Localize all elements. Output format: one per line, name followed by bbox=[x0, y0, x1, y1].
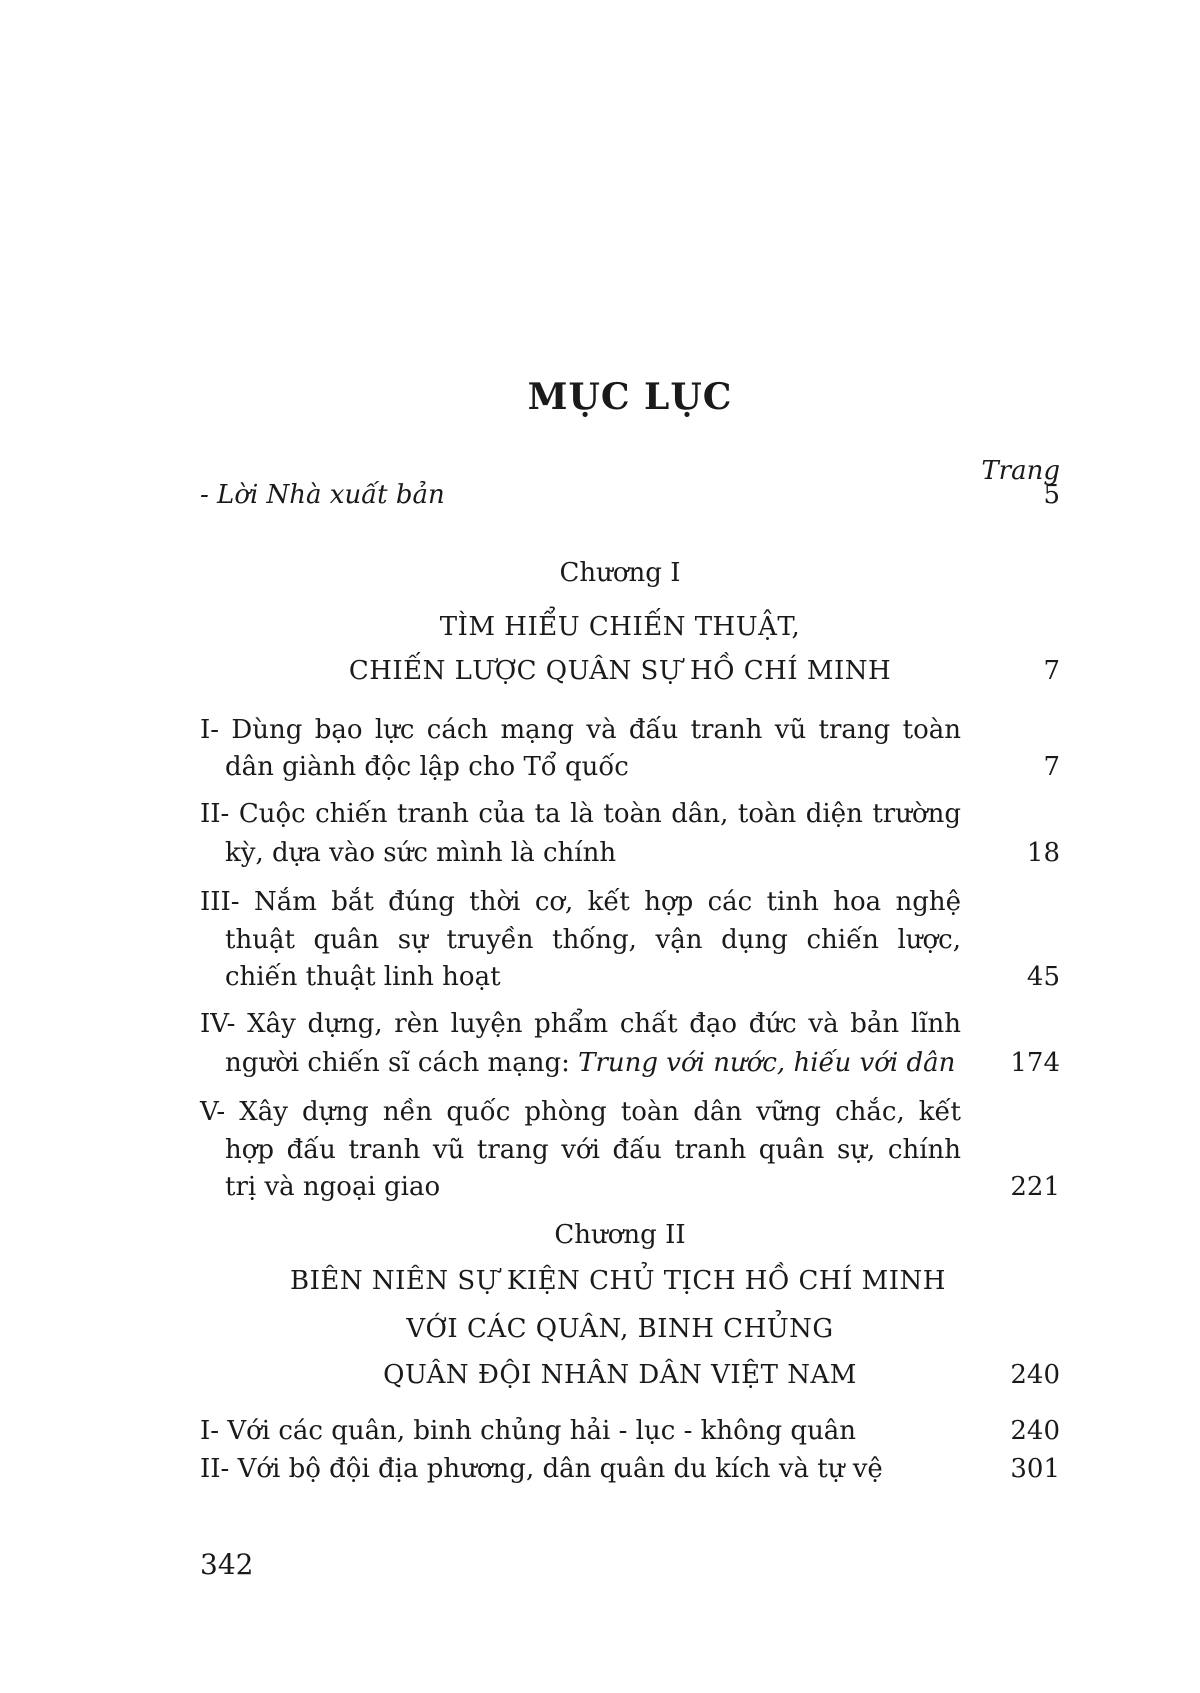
toc-entry-italic: Trung với nước, hiếu với dân bbox=[578, 1048, 956, 1078]
toc-entry-line: dân giành độc lập cho Tổ quốc bbox=[225, 752, 629, 782]
toc-entry-preface: - Lời Nhà xuất bản bbox=[200, 480, 445, 510]
chapter-title-line: BIÊN NIÊN SỰ KIỆN CHỦ TỊCH HỒ CHÍ MINH bbox=[290, 1266, 946, 1296]
toc-entry-line: IV- Xây dựng, rèn luyện phẩm chất đạo đức và bản lĩnh bbox=[200, 1009, 961, 1039]
toc-entry-line bbox=[225, 1046, 955, 1080]
toc-page-number: 5 bbox=[1043, 480, 1060, 510]
toc-page-number: 240 bbox=[1010, 1360, 1060, 1390]
toc-page-number: 7 bbox=[1043, 656, 1060, 686]
toc-entry-line: thuật quân sự truyền thống, vận dụng chiến lược, bbox=[225, 925, 961, 955]
toc-entry-line: I- Với các quân, binh chủng hải - lục - không quân bbox=[200, 1416, 857, 1446]
toc-entry-line: II- Cuộc chiến tranh của ta là toàn dân, toàn diện trường bbox=[200, 799, 961, 829]
chapter-title-line: CHIẾN LƯỢC QUÂN SỰ HỒ CHÍ MINH bbox=[348, 656, 892, 686]
toc-page-number: 240 bbox=[1010, 1416, 1060, 1446]
toc-page-number: 174 bbox=[1010, 1048, 1060, 1078]
toc-entry-line: hợp đấu tranh vũ trang với đấu tranh quân sự, chính bbox=[225, 1135, 961, 1165]
toc-page-number: 7 bbox=[1043, 752, 1060, 782]
toc-page-number: 18 bbox=[1026, 838, 1060, 868]
toc-page-number: 45 bbox=[1026, 962, 1060, 992]
toc-entry-line: chiến thuật linh hoạt bbox=[225, 962, 501, 992]
toc-page-number: 221 bbox=[1010, 1172, 1060, 1202]
toc-entry-text: người chiến sĩ cách mạng: bbox=[225, 1048, 579, 1078]
toc-page-number: 301 bbox=[1010, 1454, 1060, 1484]
page-number-footer: 342 bbox=[200, 1548, 254, 1581]
chapter-title-line: VỚI CÁC QUÂN, BINH CHỦNG bbox=[406, 1314, 834, 1344]
chapter-title-line: TÌM HIỂU CHIẾN THUẬT, bbox=[439, 612, 801, 642]
chapter-label: Chương I bbox=[559, 558, 681, 588]
page-title: MỤC LỤC bbox=[527, 376, 733, 418]
toc-entry-line: III- Nắm bắt đúng thời cơ, kết hợp các tinh hoa nghệ bbox=[200, 887, 961, 917]
toc-entry-line: kỳ, dựa vào sức mình là chính bbox=[225, 838, 617, 868]
toc-entry-line: V- Xây dựng nền quốc phòng toàn dân vững chắc, kết bbox=[200, 1097, 961, 1127]
chapter-title-line: QUÂN ĐỘI NHÂN DÂN VIỆT NAM bbox=[383, 1360, 857, 1390]
toc-entry-line: trị và ngoại giao bbox=[225, 1172, 441, 1202]
chapter-label: Chương II bbox=[554, 1220, 686, 1250]
toc-entry-line: I- Dùng bạo lực cách mạng và đấu tranh vũ trang toàn bbox=[200, 715, 961, 745]
toc-entry-line: II- Với bộ đội địa phương, dân quân du kích và tự vệ bbox=[200, 1454, 883, 1484]
page-column-header: Trang bbox=[981, 456, 1060, 486]
